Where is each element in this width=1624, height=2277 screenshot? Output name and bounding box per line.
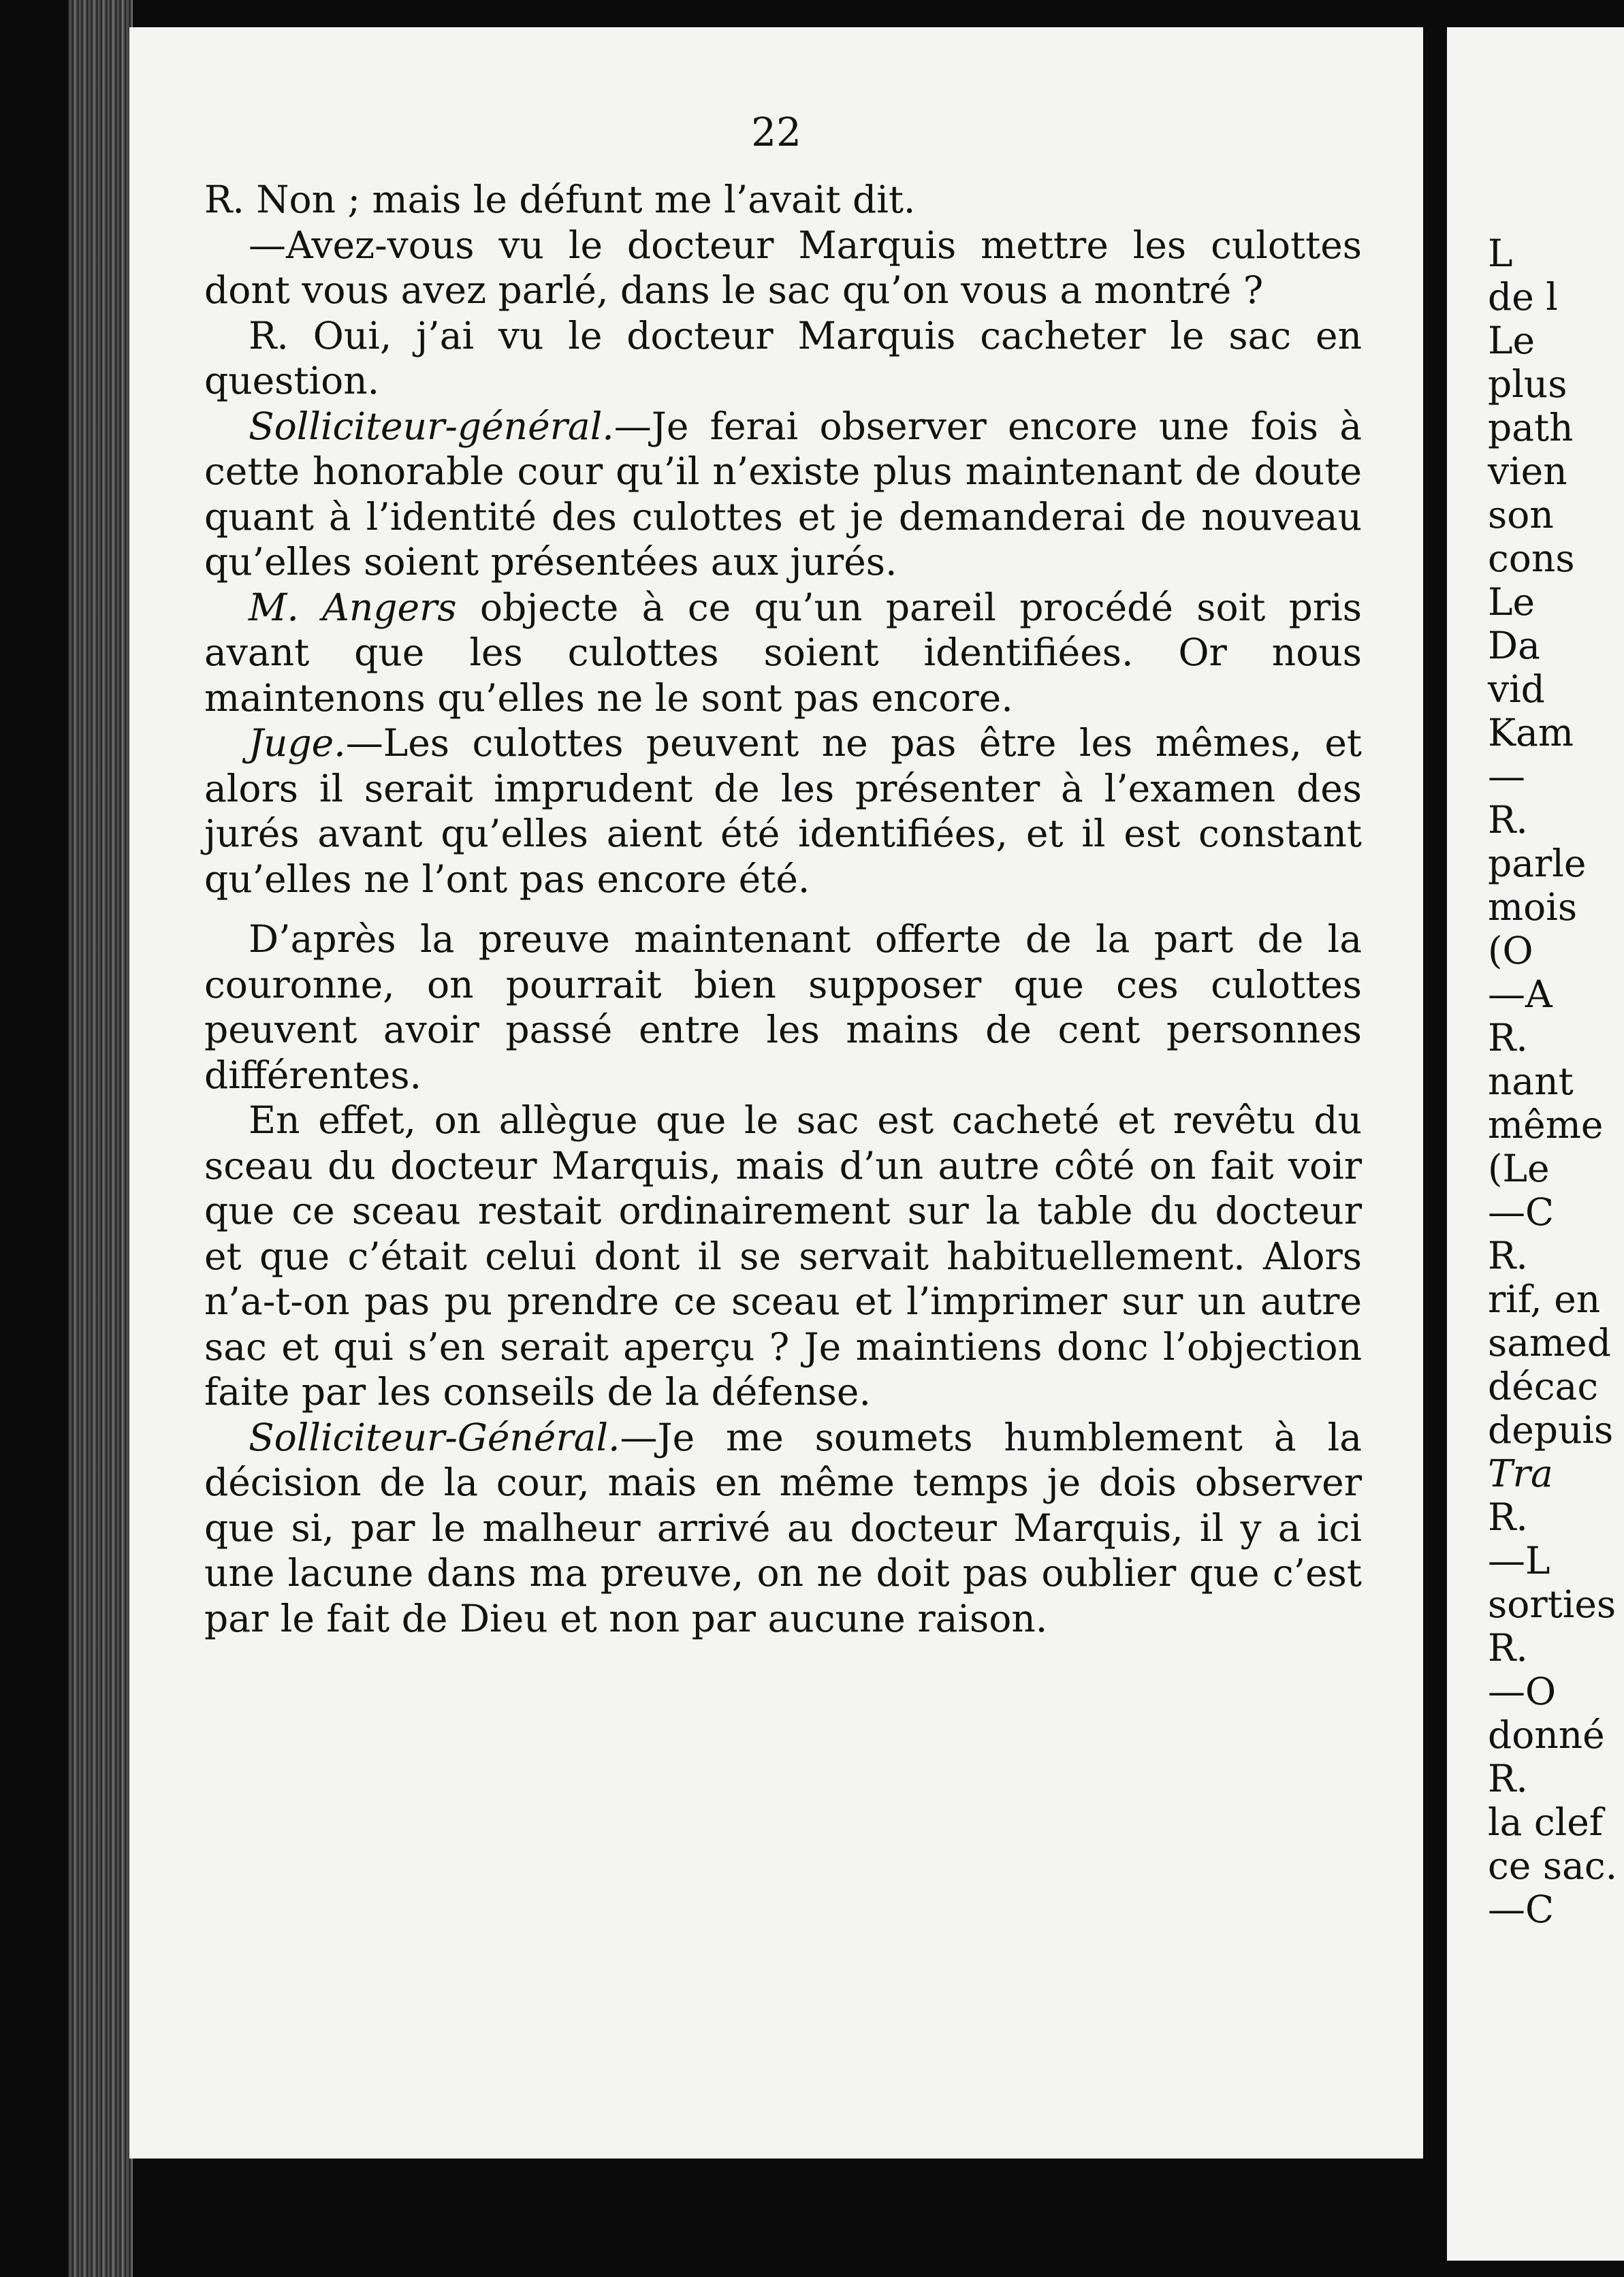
- paragraph-text: —Les culottes peuvent ne pas être les mêmes, et alors il serait imprudent de les présenter à l’examen des jurés avant qu’elles aient été identifiées, et il est constant qu’elles ne l’ont pas encore été.: [204, 721, 1362, 901]
- right-page-fragment: ce sac.: [1488, 1844, 1618, 1888]
- paragraph: [204, 177, 1362, 223]
- paragraph-text: En effet, on allègue que le sac est cacheté et revêtu du sceau du docteur Marquis, mais d’un autre côté on fait voir que ce sceau restait ordinairement sur la table du docteur et que c’était celui dont il se servait habituellement. Alors n’a-t-on pas pu prendre ce sceau et l’imprimer sur un autre sac et qui s’en serait aperçu ? Je maintiens donc l’objection faite par les conseils de la défense.: [204, 1098, 1362, 1414]
- right-page-fragment: —C: [1488, 1888, 1555, 1931]
- speaker-name: Solliciteur-général.: [249, 404, 614, 448]
- right-page-fragment: —C: [1488, 1190, 1555, 1234]
- book-spine: [68, 0, 133, 2277]
- paragraph-text: —Je ferai observer encore une fois à cette honorable cour qu’il n’existe plus maintenant de doute quant à l’identité des culottes et je demanderai de nouveau qu’elles soient présentées aux jurés.: [204, 404, 1362, 584]
- right-page-fragment: R.: [1488, 1234, 1528, 1277]
- right-page-fragment: L: [1488, 232, 1513, 275]
- right-page-fragment: —A: [1488, 972, 1553, 1016]
- right-page-fragment: Kam: [1488, 711, 1574, 754]
- right-page-fragment: path: [1488, 406, 1574, 449]
- right-page-fragment: donné: [1488, 1713, 1605, 1757]
- right-page-fragment: R.: [1488, 1016, 1528, 1060]
- right-page-fragment: de l: [1488, 275, 1558, 319]
- paragraph-text: —Avez-vous vu le docteur Marquis mettre les culottes dont vous avez parlé, dans le sac qu’on vous a montré ?: [204, 223, 1362, 312]
- speaker-name: M. Angers: [249, 585, 457, 629]
- paragraph: [204, 720, 1362, 902]
- paragraph: [204, 1098, 1362, 1415]
- right-page-fragment: R.: [1488, 798, 1528, 842]
- right-page-fragment: (O: [1488, 929, 1533, 972]
- right-page-fragment: Tra: [1488, 1452, 1553, 1495]
- paragraph-text: objecte à ce qu’un pareil procédé soit pris avant que les culottes soient identifiées. Or nous maintenons qu’elles ne le sont pas encore.: [204, 585, 1362, 720]
- paragraph-text: R. Non ; mais le défunt me l’avait dit.: [204, 178, 916, 221]
- page-number: 22: [751, 109, 801, 155]
- paragraph-text: —Je me soumets humblement à la décision de la cour, mais en même temps je dois observer que si, par le malheur arrivé au docteur Marquis, il y a ici une lacune dans ma preuve, on ne doit pas oublier que c’est par le fait de Dieu et non par aucune raison.: [204, 1415, 1362, 1640]
- right-page-fragment: parle: [1488, 842, 1587, 885]
- right-page-fragment: nant: [1488, 1060, 1574, 1103]
- right-page-fragment: R.: [1488, 1495, 1528, 1539]
- right-page-fragment: son: [1488, 493, 1554, 537]
- right-page-fragment: —L: [1488, 1539, 1550, 1582]
- right-page-fragment: mois: [1488, 885, 1578, 929]
- right-page-fragment: plus: [1488, 362, 1567, 406]
- right-page-fragment: vien: [1488, 449, 1567, 493]
- paragraph: [204, 917, 1362, 1098]
- right-page-fragment: Da: [1488, 624, 1540, 667]
- right-page-fragment: cons: [1488, 537, 1575, 580]
- right-page-fragment: —: [1488, 754, 1525, 798]
- right-page-fragment: R.: [1488, 1757, 1528, 1800]
- right-page-fragment: R.: [1488, 1626, 1528, 1670]
- right-page-fragment: vid: [1488, 667, 1545, 711]
- right-page-text-fragments: [1488, 232, 1618, 1931]
- right-page-fragment: —O: [1488, 1670, 1557, 1713]
- right-page-fragment: sorties: [1488, 1582, 1617, 1626]
- paragraph-text: R. Oui, j’ai vu le docteur Marquis cacheter le sac en question.: [204, 313, 1362, 402]
- right-page-fragment: Le: [1488, 319, 1535, 362]
- right-page-fragment: samed: [1488, 1321, 1611, 1365]
- right-page-fragment: décac: [1488, 1365, 1599, 1408]
- speaker-name: Solliciteur-Général.: [249, 1415, 620, 1459]
- right-page-fragment: Le: [1488, 580, 1535, 624]
- right-page-fragment: depuis: [1488, 1408, 1614, 1452]
- right-page-fragment: rif, en: [1488, 1277, 1601, 1321]
- paragraph: [204, 585, 1362, 721]
- paragraph-text: D’après la preuve maintenant offerte de la part de la couronne, on pourrait bien supposer que ces culottes peuvent avoir passé entre les mains de cent personnes différentes.: [204, 917, 1362, 1097]
- right-page-fragment: la clef: [1488, 1800, 1604, 1844]
- paragraph: [204, 1415, 1362, 1642]
- paragraph: [204, 313, 1362, 404]
- right-page-fragment: même: [1488, 1103, 1604, 1147]
- text-column: [204, 177, 1362, 1641]
- speaker-name: Juge.: [249, 721, 346, 765]
- right-page-fragment: (Le: [1488, 1147, 1550, 1190]
- paragraph: [204, 223, 1362, 313]
- paragraph: [204, 404, 1362, 585]
